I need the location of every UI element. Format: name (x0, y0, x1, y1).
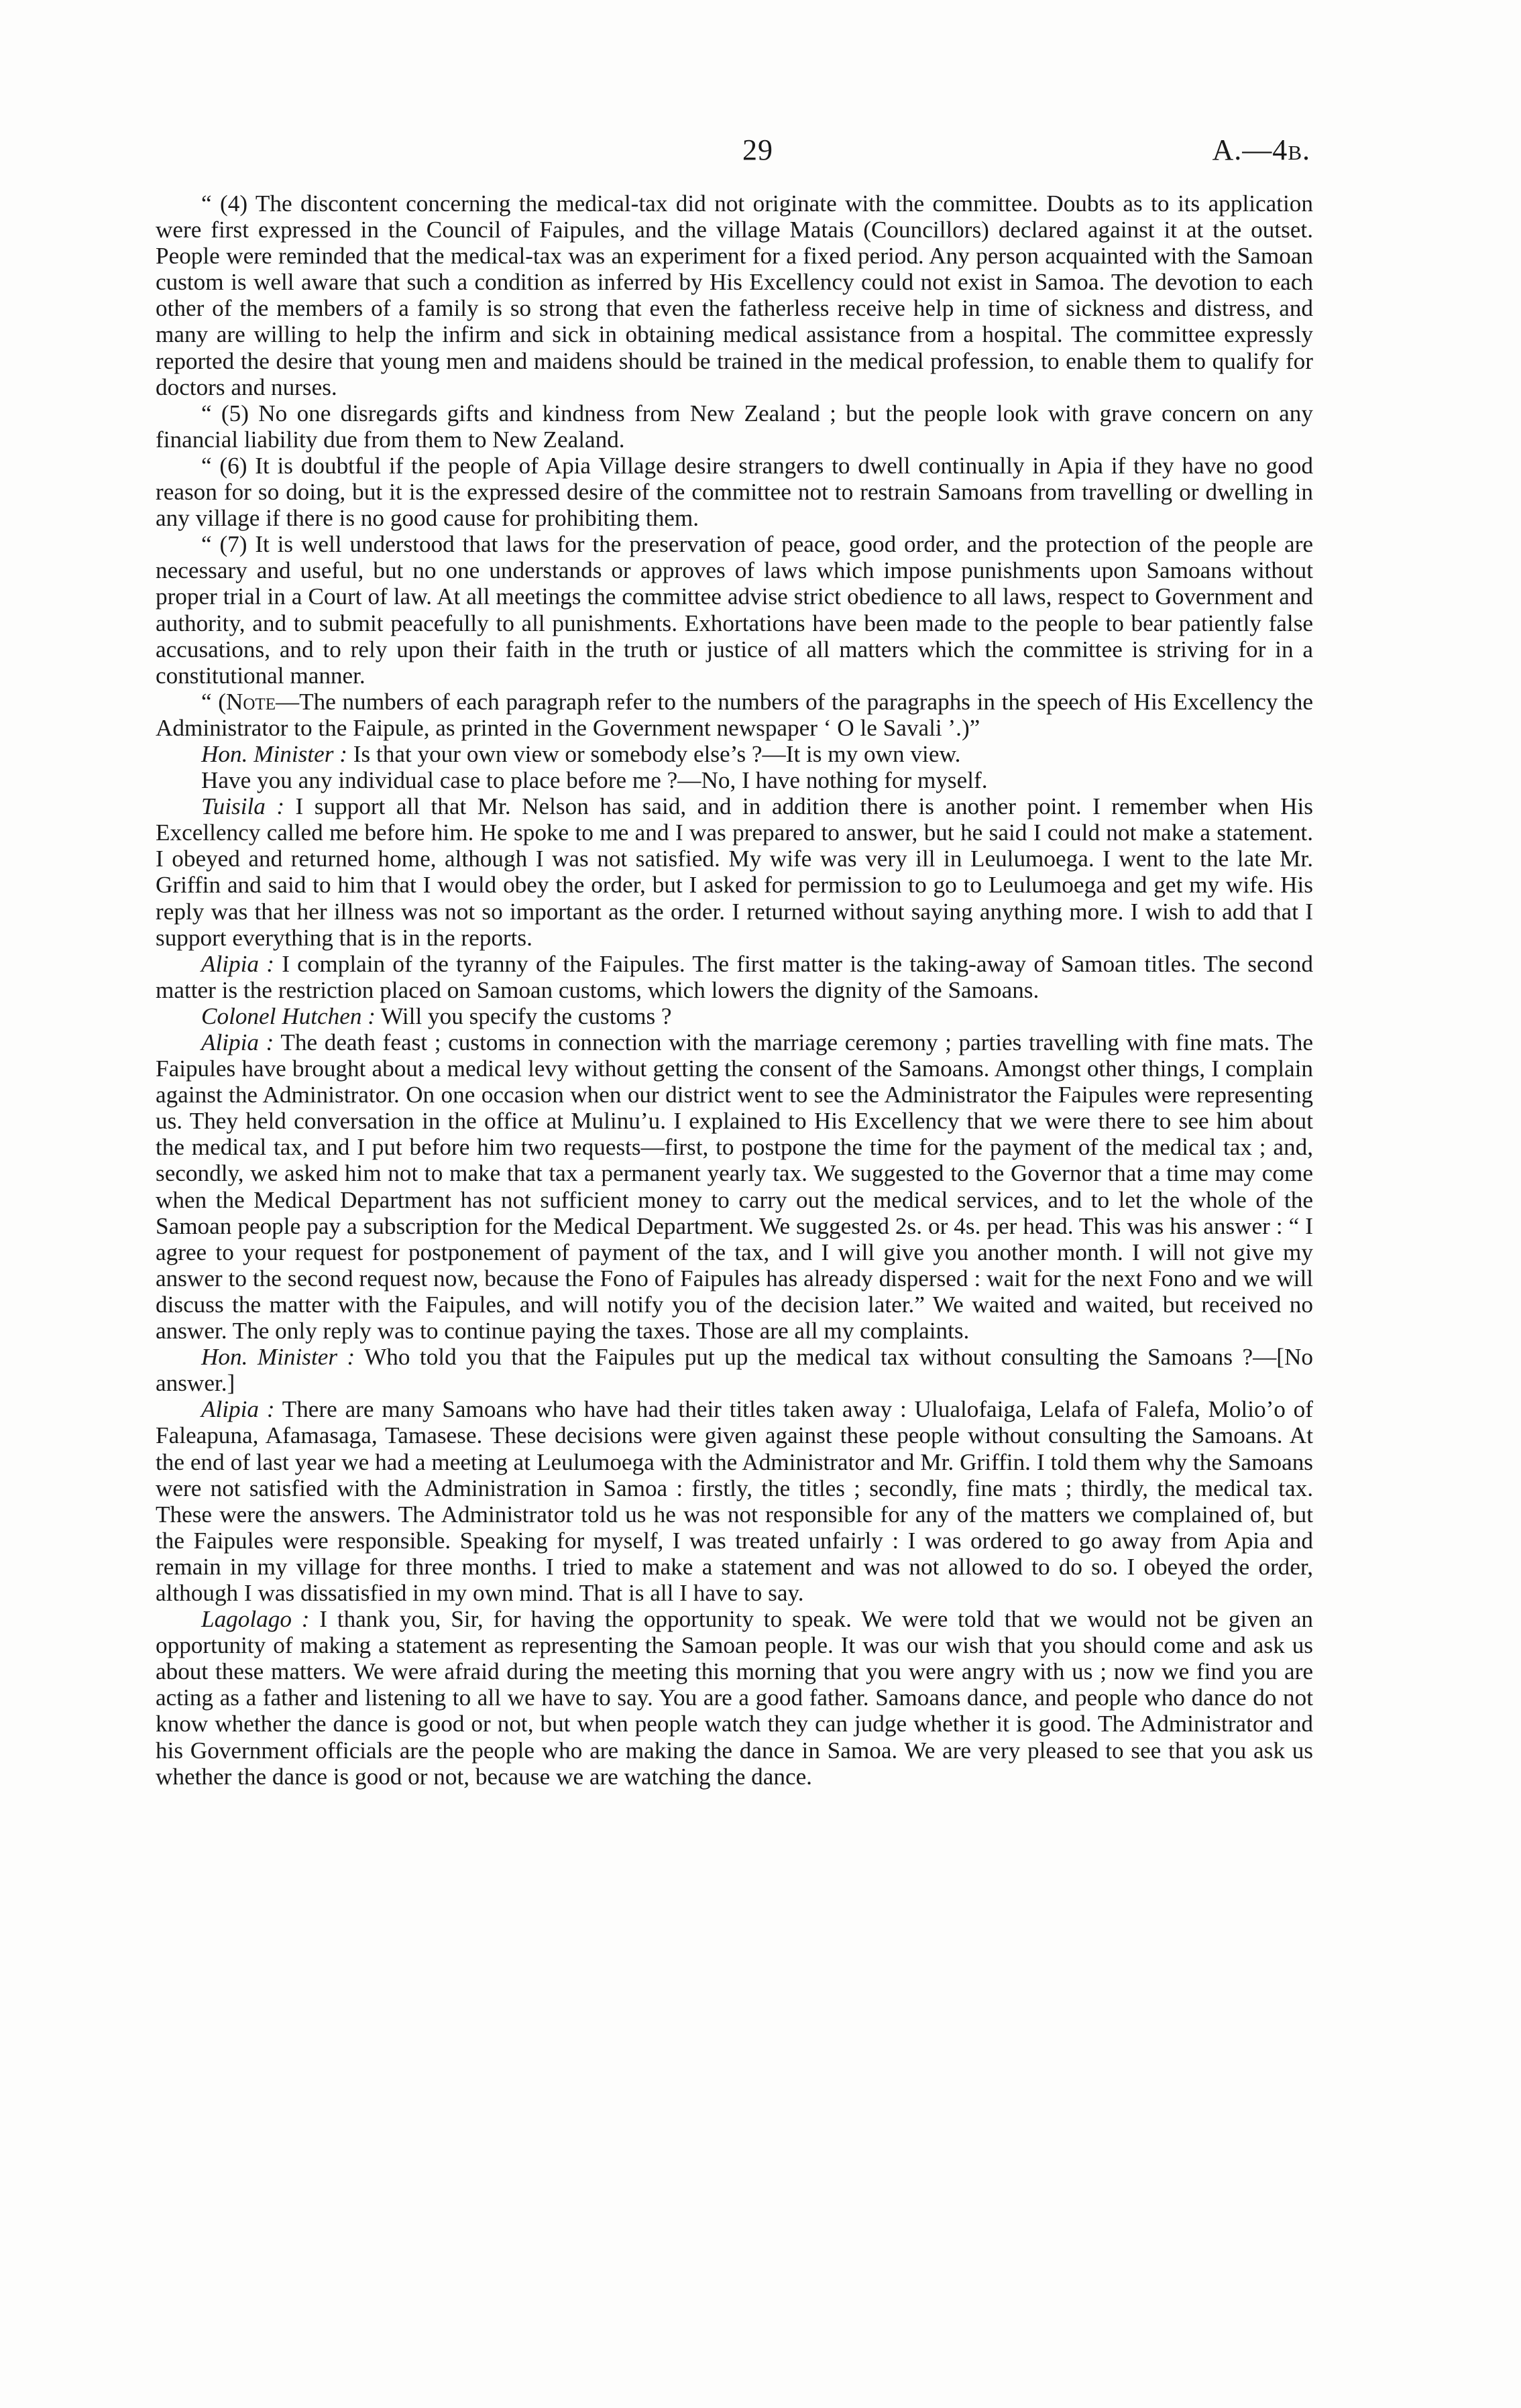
paragraph-committee-point-4: “ (4) The discontent concerning the medical-tax did not originate with the committee. Doubts as to its application were first expressed in the Council of Faipules, and the village Matais (Councillors) declared against it at the outset. People were reminded that the medical-tax was an experiment for a fixed period. Any person acquainted with the Samoan custom is well aware that such a condition as inferred by His Excellency could not exist in Samoa. The devotion to each other of the members of a family is so strong that even the fatherless receive help in time of sickness and distress, and many are willing to help the infirm and sick in obtaining medical assistance from a hospital. The committee expressly reported the desire that young men and maidens should be trained in the medical profession, to enable them to qualify for doctors and nurses. (156, 190, 1313, 400)
paragraph-individual-case: Have you any individual case to place before me ?—No, I have nothing for myself. (201, 767, 988, 794)
page-number: 29 (742, 133, 773, 166)
paragraph-minister-question: Hon. Minister : Is that your own view or somebody else’s ?—It is my own view. (201, 740, 961, 767)
speaker-name: Alipia : (201, 1029, 274, 1055)
paragraph-colonel-hutchen: Colonel Hutchen : Will you specify the customs ? (201, 1002, 672, 1029)
document-reference (1213, 133, 1310, 167)
paragraph-tuisila: Tuisila : I support all that Mr. Nelson has said, and in addition there is another point. I remember when His Excellency called me before him. He spoke to me and I was prepared to answer, but he said I could not make a statement. I obeyed and returned home, although I was not satisfied. My wife was very ill in Leulumoega. I went to the late Mr. Griffin and said to him that I would obey the order, but I asked for permission to go to Leulumoega and get my wife. His reply was that her illness was not so important as the order. I returned without saying anything more. I wish to add that I support everything that is in the reports. (156, 793, 1314, 951)
paragraph-lagolago: Lagolago : I thank you, Sir, for having the opportunity to speak. We were told that we would not be given an opportunity of making a statement as representing the Samoan people. It was our wish that you should come and ask us about these matters. We were afraid during the meeting this morning that you were angry with us ; now we find you are acting as a father and listening to all we have to say. You are a good father. Samoans dance, and people who dance do not know whether the dance is good or not, but when people watch they can judge whether it is good. The Administrator and his Government officials are the people who are making the dance in Samoa. We are very pleased to see that you ask us whether the dance is good or not, because we are watching the dance. (156, 1606, 1313, 1790)
paragraph-alipia-1: Alipia : I complain of the tyranny of the Faipules. The first matter is the taking-away of Samoan titles. The second matter is the restriction placed on Samoan customs, which lowers the dignity of the Samoans. (156, 950, 1313, 1003)
doc-ref-suffix: b. (1288, 133, 1310, 166)
doc-ref-prefix: A.—4 (1212, 133, 1288, 166)
paragraph-minister-medical-tax: Hon. Minister : Who told you that the Faipules put up the medical tax without consulting the Samoans ?—[No answer.] (156, 1344, 1313, 1397)
paragraph-alipia-2: Alipia : The death feast ; customs in connection with the marriage ceremony ; parties travelling with fine mats. The Faipules have brought about a medical levy without getting the consent of the Samoans. Amongst other things, I complain against the Administrator. On one occasion when our district went to see the Administrator the Faipules were representing us. They held conversation in the office at Mulinu’u. I explained to His Excellency that we were there to see him about the medical tax, and I put before him two requests—first, to postpone the time for the payment of the medical tax ; and, secondly, we asked him not to make that tax a permanent yearly tax. We suggested to the Governor that a time may come when the Medical Department has not sufficient money to carry out the medical services, and to let the whole of the Samoan people pay a subscription for the Medical Department. We suggested 2s. or 4s. per head. This was his answer : “ I agree to your request for postponement of payment of the tax, and I will give you another month. I will not give my answer to the second request now, because the Fono of Faipules has already dispersed : wait for the next Fono and we will discuss the matter with the Faipules, and will notify you of the decision later.” We waited and waited, but received no answer. The only reply was to continue paying the taxes. Those are all my complaints. (156, 1029, 1313, 1344)
paragraph-committee-point-7: “ (7) It is well understood that laws for the preservation of peace, good order, and the protection of the people are necessary and useful, but no one understands or approves of laws which impose punishments upon Samoans without proper trial in a Court of law. At all meetings the committee advise strict obedience to all laws, respect to Government and authority, and to submit peacefully to all punishments. Exhortations have been made to the people to bear patiently false accusations, and to rely upon their faith in the truth or justice of all matters which the committee is striving for in a constitutional manner. (156, 531, 1313, 689)
paragraph-committee-point-5: “ (5) No one disregards gifts and kindness from New Zealand ; but the people look with grave concern on any financial liability due from them to New Zealand. (156, 400, 1313, 453)
speaker-name: Alipia : (201, 950, 274, 977)
speaker-name: Hon. Minister : (201, 1344, 355, 1371)
speaker-name: Colonel Hutchen : (201, 1002, 376, 1029)
body-text (156, 190, 1313, 1790)
paragraph-note: “ (Note—The numbers of each paragraph refer to the numbers of the paragraphs in the speech of His Excellency the Administrator to the Faipule, as printed in the Government newspaper ‘ O le Savali ’.)” (156, 688, 1313, 741)
page-header (0, 133, 1521, 173)
speaker-name: Tuisila : (201, 793, 285, 820)
speaker-name: Lagolago : (201, 1606, 310, 1633)
speaker-name: Alipia : (201, 1396, 275, 1423)
paragraph-committee-point-6: “ (6) It is doubtful if the people of Apia Village desire strangers to dwell continually in Apia if they have no good reason for so doing, but it is the expressed desire of the committee not to restrain Samoans from travelling or dwelling in any village if there is no good cause for prohibiting them. (156, 452, 1313, 532)
note-label: Note (225, 688, 276, 715)
paragraph-alipia-3: Alipia : There are many Samoans who have had their titles taken away : Ulualofaiga, Lelafa of Falefa, Molio’o of Faleapuna, Afamasaga, Tamasese. These decisions were given against these people without consulting the Samoans. At the end of last year we had a meeting at Leulumoega with the Administrator and Mr. Griffin. I told them why the Samoans were not satisfied with the Administration in Samoa : firstly, the titles ; secondly, fine mats ; thirdly, the medical tax. These were the answers. The Administrator told us he was not responsible for any of the matters we complained of, but the Faipules were responsible. Speaking for myself, I was treated unfairly : I was ordered to go away from Apia and remain in my village for three months. I tried to make a statement and was not allowed to do so. I obeyed the order, although I was dissatisfied in my own mind. That is all I have to say. (156, 1396, 1313, 1606)
speaker-name: Hon. Minister : (201, 740, 347, 767)
